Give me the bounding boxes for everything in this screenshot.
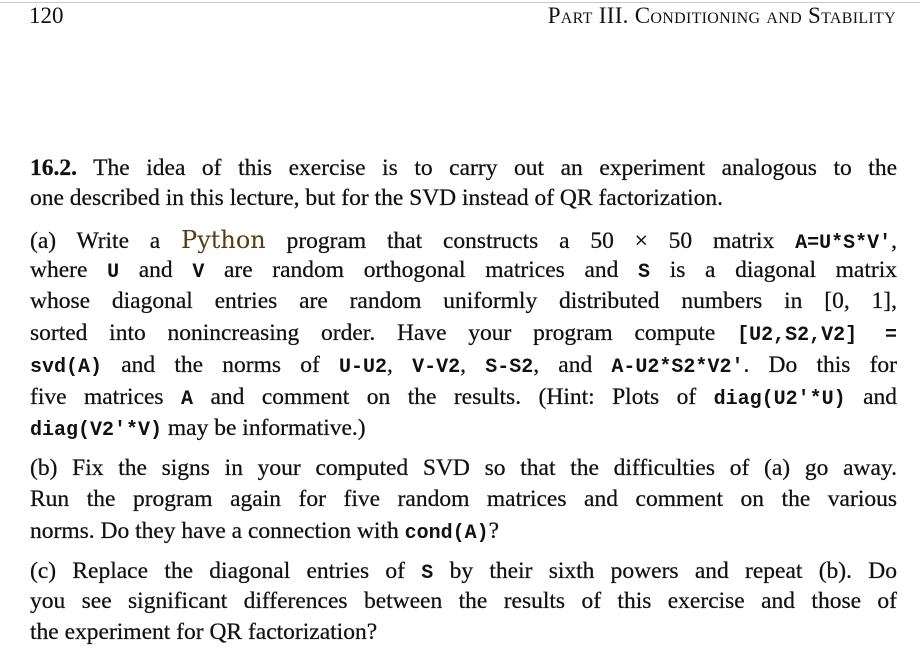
page-number: 120	[29, 3, 64, 28]
text-line	[30, 413, 897, 446]
text-segment: (a) Write a	[30, 228, 182, 254]
code-snippet: S-S2	[485, 356, 534, 379]
text-line	[30, 286, 897, 316]
code-snippet: cond(A)	[404, 522, 489, 545]
text-line	[30, 350, 897, 383]
text-segment: Run the program again for five random matrices and comment on the various	[30, 486, 897, 512]
code-snippet: diag(U2'*U)	[713, 388, 846, 411]
text-line	[30, 484, 897, 514]
text-segment: and	[119, 257, 193, 283]
text-line	[30, 586, 897, 616]
code-snippet: A=U*S*V'	[795, 232, 892, 255]
text-segment: , and	[533, 352, 612, 378]
text-segment: is a diagonal matrix	[650, 257, 897, 283]
text-segment: sorted into nonincreasing order. Have your program compute	[30, 320, 738, 346]
text-segment: 16.2.	[30, 155, 77, 181]
code-snippet: A-U2*S2*V2'	[611, 356, 744, 379]
code-snippet: V-V2	[412, 356, 461, 379]
text-line	[30, 318, 897, 351]
text-segment: the experiment for QR factorization?	[30, 619, 378, 645]
text-line	[30, 453, 897, 483]
text-segment: you see significant differences between the results of this exercise and those of	[30, 588, 897, 614]
text-segment: ,	[387, 352, 413, 378]
text-segment: one described in this lecture, but for the SVD instead of QR factorization.	[30, 185, 724, 211]
code-snippet: A	[181, 388, 194, 411]
text-segment: (c) Replace the diagonal entries of	[30, 558, 422, 584]
text-segment: program that constructs a 50 × 50 matrix	[265, 228, 796, 254]
code-snippet: V	[192, 261, 205, 284]
text-line	[30, 255, 897, 288]
text-line	[30, 556, 897, 589]
text-line	[30, 617, 897, 647]
text-segment: five matrices	[30, 384, 182, 410]
running-header: Part III. Conditioning and Stability	[547, 3, 896, 28]
code-snippet: S	[638, 261, 651, 284]
text-segment: may be informative.)	[162, 415, 366, 441]
text-segment: and comment on the results. (Hint: Plots of	[193, 384, 714, 410]
text-segment: . Do this for	[743, 352, 898, 378]
text-segment: by their sixth powers and repeat (b). Do	[433, 558, 897, 584]
code-snippet: svd(A)	[30, 356, 103, 379]
text-segment: and the norms of	[102, 352, 339, 378]
text-line	[30, 382, 897, 415]
python-word: Python	[181, 226, 266, 254]
text-segment: where	[30, 257, 108, 283]
text-segment: ,	[891, 228, 897, 254]
code-snippet: U	[107, 261, 120, 284]
text-segment: (b) Fix the signs in your computed SVD so that the difficulties of (a) go away.	[30, 455, 897, 481]
text-segment: norms. Do they have a connection with	[30, 518, 405, 544]
text-line	[30, 183, 897, 213]
text-line	[30, 225, 897, 259]
code-snippet: [U2,S2,V2] =	[737, 324, 898, 347]
text-line	[30, 516, 897, 549]
code-snippet: diag(V2'*V)	[30, 419, 163, 442]
text-segment: are random orthogonal matrices and	[204, 257, 639, 283]
text-segment: The idea of this exercise is to carry out an experiment analogous to the	[77, 155, 897, 181]
text-segment: ?	[488, 518, 500, 544]
text-segment: whose diagonal entries are random uniformly distributed numbers in [0, 1],	[30, 288, 897, 314]
code-snippet: U-U2	[339, 356, 388, 379]
text-segment: ,	[460, 352, 486, 378]
code-snippet: S	[421, 562, 434, 585]
text-line	[30, 153, 897, 183]
text-segment: and	[845, 384, 897, 410]
